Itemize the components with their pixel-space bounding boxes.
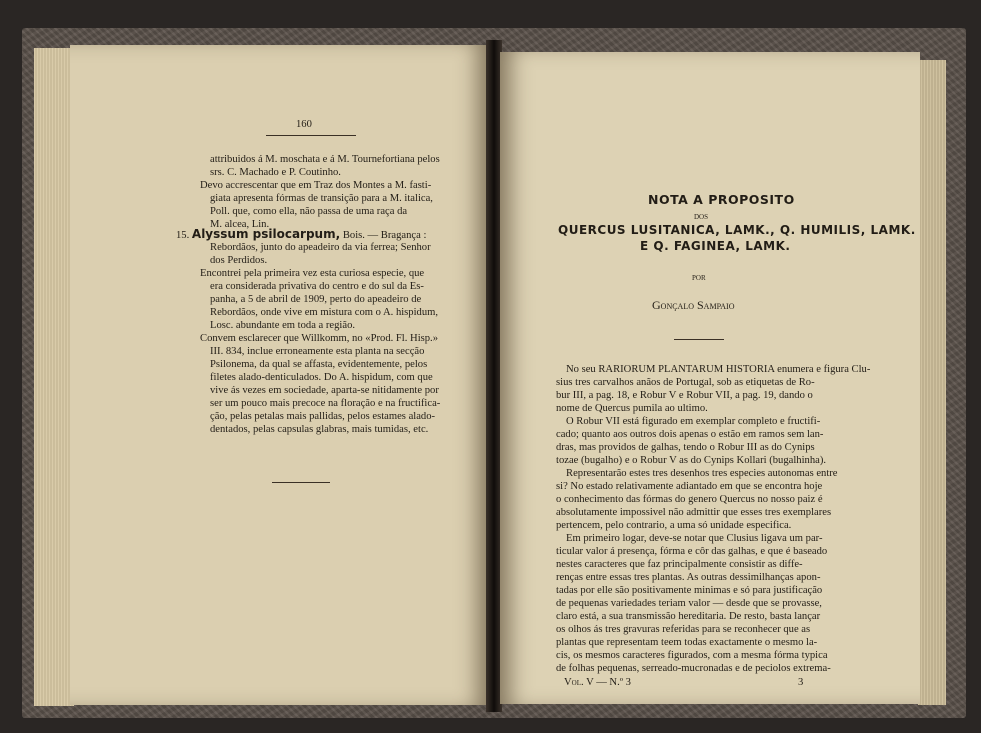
text-line: dos Perdidos. bbox=[210, 255, 268, 266]
text-line: Rebordãos, onde vive em mistura com o A. hispidum, bbox=[210, 307, 439, 318]
text-line: srs. C. Machado e P. Coutinho. bbox=[210, 167, 341, 178]
text-line: M. alcea, Lin. bbox=[210, 219, 270, 230]
article-author: Gonçalo Sampaio bbox=[652, 298, 735, 312]
text-line: O Robur VII está figurado em exemplar completo e fructifi- bbox=[566, 416, 821, 427]
text-line: cis, os mesmos caracteres figurados, com a mesma fórma typica bbox=[556, 650, 828, 661]
text-line: ticular valor á presença, fórma e côr das galhas, e que é baseado bbox=[556, 546, 828, 557]
text-line: No seu RARIORUM PLANTARUM HISTORIA enumera e figura Clu- bbox=[566, 364, 871, 375]
entry-number: 15. bbox=[176, 230, 190, 241]
text-line: Representarão estes tres desenhos tres especies autonomas entre bbox=[566, 468, 838, 479]
text-line: tozae (bugalho) e o Robur V as do Cynips Kollari (bugalhinha). bbox=[556, 455, 826, 466]
text-line: ção, pelas petalas mais pallidas, pelos estames alado- bbox=[210, 411, 436, 422]
end-rule bbox=[272, 482, 330, 483]
text-line: cado; quanto aos outros dois apenas o estão em ramos sem lan- bbox=[556, 429, 824, 440]
por-label: POR bbox=[692, 274, 706, 282]
text-line: Rebordãos, junto do apeadeiro da via ferrea; Senhor bbox=[210, 242, 431, 253]
header-rule bbox=[266, 135, 356, 136]
text-line: de pequenas variedades teriam valor — desde que se provasse, bbox=[556, 598, 822, 609]
text-line: Losc. abundante em toda a região. bbox=[210, 320, 356, 331]
article-subtitle-2: E Q. FAGINEA, LAMK. bbox=[640, 239, 791, 253]
text-line: renças entre essas tres plantas. As outras dessimilhanças apon- bbox=[556, 572, 821, 583]
text-line: os olhos ás tres gravuras referidas para se reconhecer que as bbox=[556, 624, 811, 635]
text-line: dentados, pelas capsulas glabras, mais tumidas, etc. bbox=[210, 424, 429, 435]
text-line: tadas por elle são positivamente minimas e só para justificação bbox=[556, 585, 823, 596]
text-line: de folhas pequenas, serreado-mucronadas e de peciolos extrema- bbox=[556, 663, 831, 674]
right-page bbox=[500, 52, 920, 704]
page-edges-right bbox=[918, 60, 946, 705]
text-line: absolutamente impossivel não admittir que esses tres exemplares bbox=[556, 507, 832, 518]
text-line: giata apresenta fórmas de transição para a M. italica, bbox=[210, 193, 433, 204]
species-author-locality: Bois. — Bragança : bbox=[342, 230, 427, 241]
text-line: plantas que representam teem todas exactamente o mesmo la- bbox=[556, 637, 818, 648]
text-line: Devo accrescentar que em Traz dos Montes a M. fasti- bbox=[200, 180, 432, 191]
article-subtitle-1: QUERCUS LUSITANICA, LAMK., Q. HUMILIS, LAMK. bbox=[558, 223, 916, 237]
text-line: vive ás vezes em sociedade, aparta-se nitidamente por bbox=[210, 385, 439, 396]
left-page bbox=[70, 45, 488, 705]
text-line: sius tres carvalhos anãos de Portugal, sob as etiquetas de Ro- bbox=[556, 377, 815, 388]
page-edges-left bbox=[34, 48, 74, 706]
text-line: filetes alado-denticulados. Do A. hispidum, com que bbox=[210, 372, 433, 383]
text-line: bur III, a pag. 18, e Robur V e Robur VII, a pag. 19, dando o bbox=[556, 390, 813, 401]
dos-label: DOS bbox=[694, 213, 709, 221]
text-line: claro está, a sua transmissão hereditaria. De resto, basta lançar bbox=[556, 611, 821, 622]
species-name: Alyssum psilocarpum, bbox=[191, 227, 341, 241]
text-line: nome de Quercus pumila ao ultimo. bbox=[556, 403, 708, 414]
text-line: ser um pouco mais precoce na floração e na fructifica- bbox=[210, 398, 441, 409]
species-entry-heading bbox=[176, 228, 426, 242]
text-line: Convem esclarecer que Willkomm, no «Prod. Fl. Hisp.» bbox=[200, 333, 438, 344]
text-line: pertencem, pelo contrario, a uma só unidade especifica. bbox=[556, 520, 792, 531]
text-line: Encontrei pela primeira vez esta curiosa especie, que bbox=[200, 268, 425, 279]
text-line: nestes caracteres que faz principalmente consistir as diffe- bbox=[556, 559, 803, 570]
footer-signature: 3 bbox=[798, 677, 804, 688]
text-line: attribuidos á M. moschata e á M. Tournefortiana pelos bbox=[210, 154, 440, 165]
text-line: III. 834, inclue erroneamente esta planta na secção bbox=[210, 346, 425, 357]
author-rule bbox=[674, 339, 724, 340]
text-line: dras, mas providos de galhas, tendo o Robur III as do Cynips bbox=[556, 442, 815, 453]
page-number: 160 bbox=[296, 119, 312, 130]
text-line: panha, a 5 de abril de 1909, perto do apeadeiro de bbox=[210, 294, 422, 305]
text-line: Em primeiro logar, deve-se notar que Clusius ligava um par- bbox=[566, 533, 823, 544]
text-line: si? No estado relativamente adiantado em que se encontra hoje bbox=[556, 481, 823, 492]
footer-volume: Vol. V — N.º 3 bbox=[564, 677, 631, 688]
text-line: Poll. que, como ella, não passa de uma raça da bbox=[210, 206, 408, 217]
text-line: o conhecimento das fórmas do genero Quercus no nosso paiz é bbox=[556, 494, 823, 505]
article-title: NOTA A PROPOSITO bbox=[648, 192, 795, 207]
text-line: era considerada privativa do centro e do sul da Es- bbox=[210, 281, 424, 292]
text-line: Psilonema, da qual se affasta, evidentemente, pelos bbox=[210, 359, 428, 370]
